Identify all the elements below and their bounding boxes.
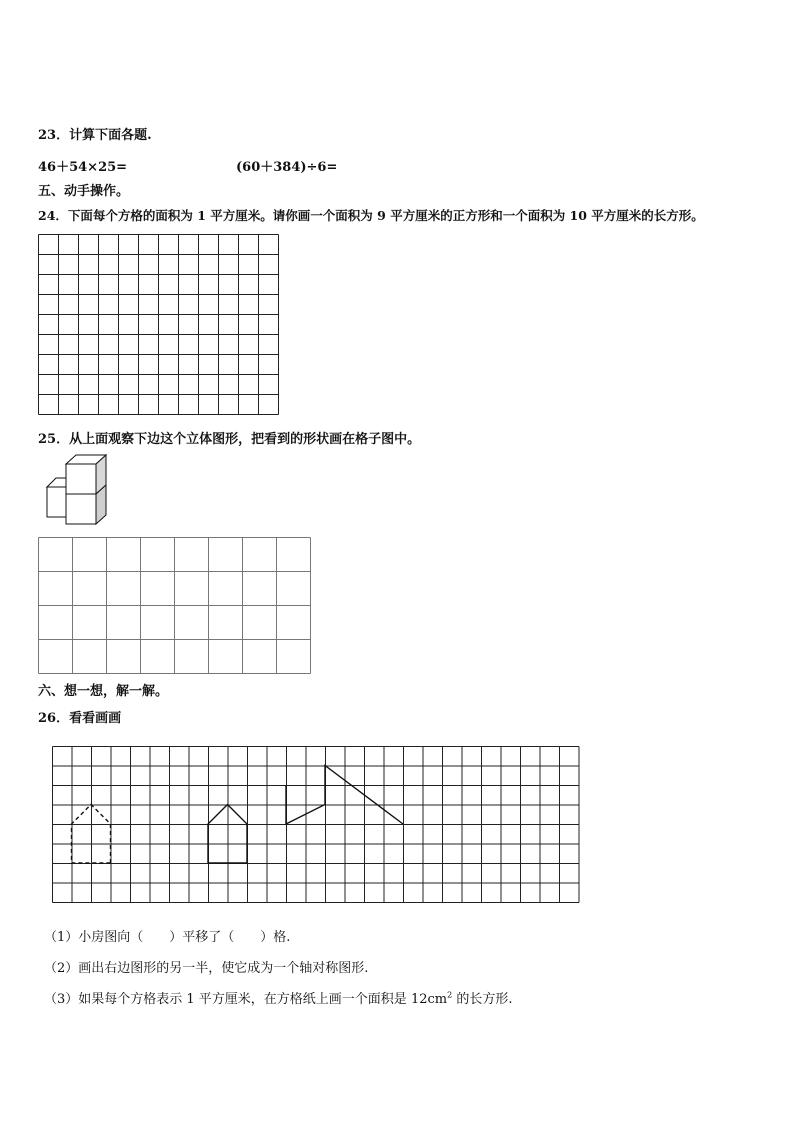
stacked-cubes-figure — [44, 452, 124, 532]
q26-sub3 — [44, 988, 512, 1007]
q25-title: 25．从上面观察下边这个立体图形，把看到的形状画在格子图中。 — [38, 432, 421, 447]
q23-expression-1: 46＋54×25= — [38, 160, 128, 175]
q26-sub2: （2）画出右边图形的另一半，使它成为一个轴对称图形. — [44, 961, 369, 976]
q23-title: 23．计算下面各题. — [38, 128, 152, 143]
q23-expression-2: (60＋384)÷6= — [236, 160, 338, 175]
q24-square-grid[interactable] — [38, 234, 279, 415]
q26-drawing-grid[interactable] — [52, 746, 579, 903]
q24-title: 24．下面每个方格的面积为 1 平方厘米。请你画一个面积为 9 平方厘米的正方形和一个面积为 10 平方厘米的长方形。 — [38, 208, 704, 223]
q25-answer-grid[interactable] — [38, 537, 312, 673]
q26-sub3-text-end: 的长方形. — [452, 992, 513, 1007]
q26-sub3-text: （3）如果每个方格表示 1 平方厘米，在方格纸上画一个面积是 12cm — [44, 992, 448, 1007]
q26-sub3-superscript: 2 — [447, 990, 453, 1000]
q26-sub1: （1）小房图向（ ）平移了（ ）格. — [44, 930, 291, 945]
q26-title: 26．看看画画 — [38, 711, 122, 726]
section-6-title: 六、想一想，解一解。 — [38, 684, 169, 699]
section-5-title: 五、动手操作。 — [38, 184, 130, 199]
